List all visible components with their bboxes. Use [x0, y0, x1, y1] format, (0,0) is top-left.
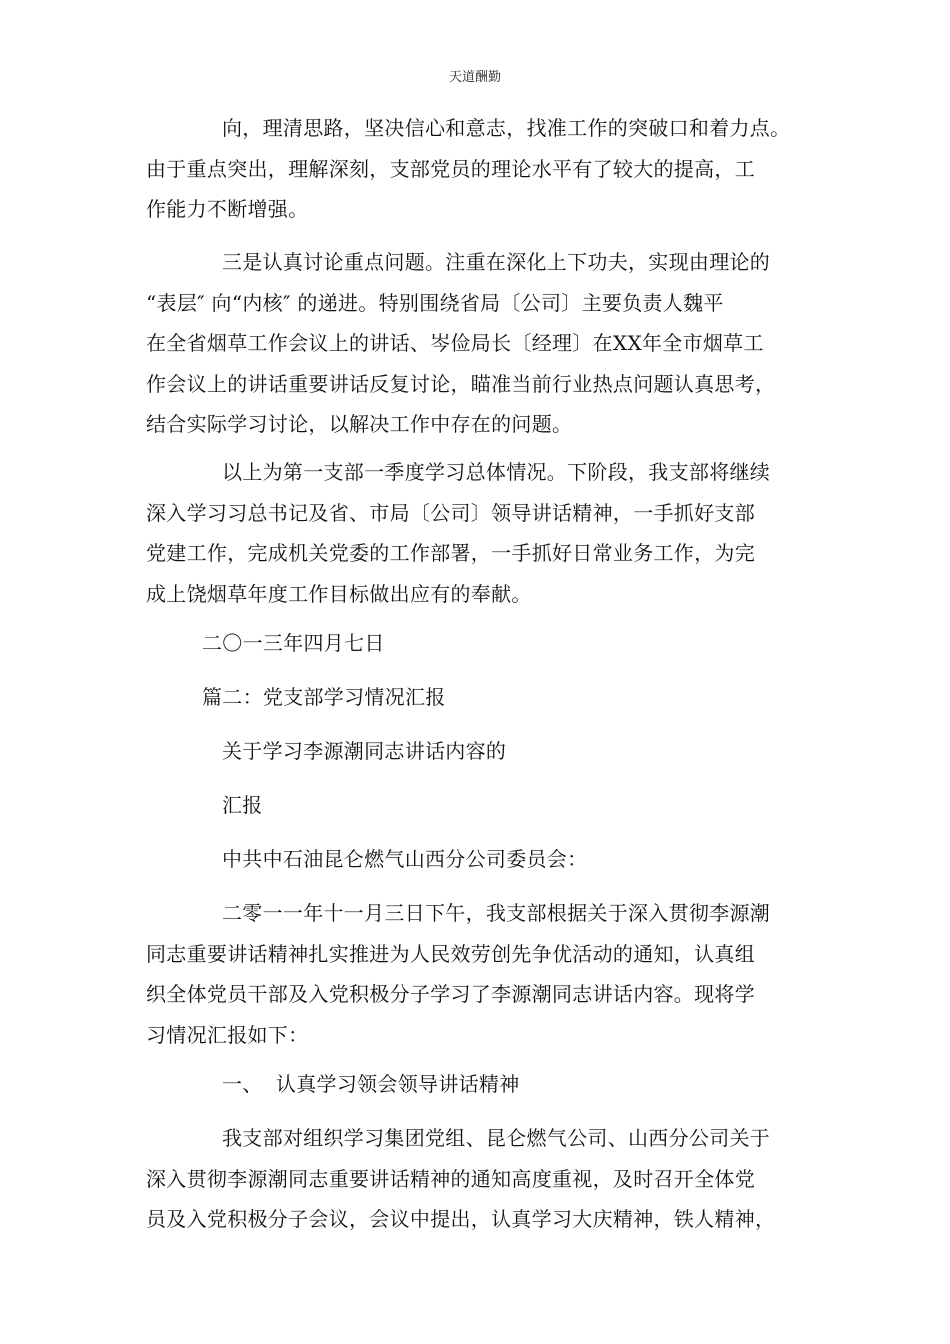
- paragraph-body-2: [146, 1118, 887, 1240]
- text-line: 向，理清思路，坚决信心和意志，找准工作的突破口和着力点。: [222, 116, 791, 140]
- text-line: 三是认真讨论重点问题。注重在深化上下功夫，实现由理论的: [222, 250, 771, 274]
- text-line: 篇二：党支部学习情况汇报: [202, 685, 446, 709]
- addressee: [146, 839, 887, 880]
- text-line: 汇报: [222, 793, 263, 817]
- date-line: [146, 623, 867, 664]
- paragraph-body-1: [146, 893, 887, 1055]
- text-line: “表层″ 向“内核″ 的递进。特别围绕省局〔公司〕主要负责人魏平: [146, 290, 724, 315]
- section-title: [146, 677, 867, 718]
- text-line: 织全体党员干部及入党积极分子学习了李源潮同志讲话内容。现将学: [146, 982, 755, 1006]
- paragraph-1: [146, 108, 887, 230]
- paragraph-2: [146, 242, 887, 445]
- text-line: 同志重要讲话精神扎实推进为人民效劳创先争优活动的通知，认真组: [146, 941, 755, 966]
- text-line: 深入贯彻李源潮同志重要讲话精神的通知高度重视，及时召开全体党: [146, 1166, 755, 1191]
- text-line: 结合实际学习讨论，以解决工作中存在的问题。: [146, 412, 573, 436]
- text-line: 成上饶烟草年度工作目标做出应有的奉献。: [146, 581, 532, 606]
- text-line: 由于重点突出，理解深刻，支部党员的理论水平有了较大的提高，工: [146, 156, 755, 181]
- text-line: 党建工作，完成机关党委的工作部署，一手抓好日常业务工作，为完: [146, 541, 755, 565]
- text-line: 作会议上的讲话重要讲话反复讨论，瞄准当前行业热点问题认真思考，: [146, 371, 776, 396]
- text-line: 以上为第一支部一季度学习总体情况。下阶段，我支部将继续: [222, 460, 771, 484]
- text-line: 员及入党积极分子会议，会议中提出，认真学习大庆精神，铁人精神，: [146, 1207, 776, 1231]
- text-line: 关于学习李源潮同志讲话内容的: [222, 739, 507, 763]
- report-title-line-2: [146, 785, 887, 826]
- text-line: 深入学习习总书记及省、市局〔公司〕领导讲话精神，一手抓好支部: [146, 500, 755, 525]
- text-line: 中共中石油昆仑燃气山西分公司委员会：: [222, 847, 588, 871]
- text-line: 作能力不断增强。: [146, 197, 309, 221]
- text-line: 在全省烟草工作会议上的讲话、岑俭局长〔经理〕在XX年全市烟草工: [146, 331, 764, 355]
- text-line: 二零一一年十一月三日下午，我支部根据关于深入贯彻李源潮: [222, 901, 771, 925]
- paragraph-3: [146, 452, 887, 614]
- text-line: 我支部对组织学习集团党组、昆仑燃气公司、山西分公司关于: [222, 1126, 771, 1150]
- report-title-line-1: [146, 731, 887, 772]
- subheading-1: [146, 1064, 887, 1105]
- text-line: 习情况汇报如下：: [146, 1022, 309, 1047]
- text-line: 二〇一三年四月七日: [202, 631, 385, 655]
- text-line: 一、 认真学习领会领导讲话精神: [222, 1072, 520, 1096]
- page-header: 天道酬勤: [448, 70, 501, 85]
